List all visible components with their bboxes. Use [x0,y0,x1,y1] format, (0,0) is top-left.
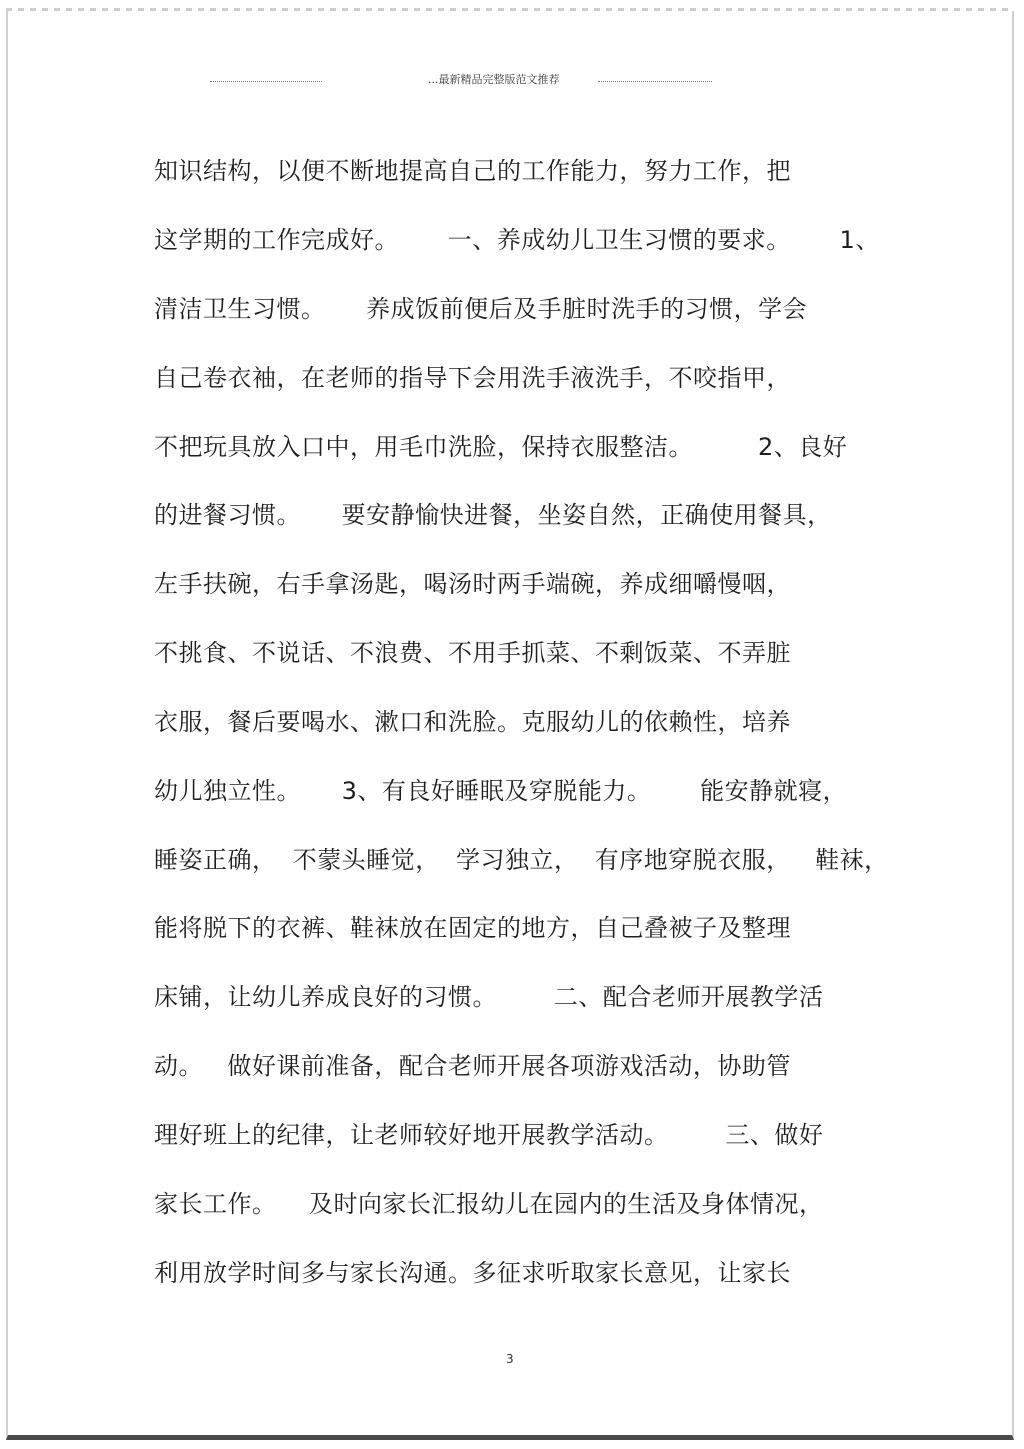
body-line: 这学期的工作完成好。 一、养成幼儿卫生习惯的要求。 1、 [154,226,880,254]
body-line: 睡姿正确， 不蒙头睡觉， 学习独立， 有序地穿脱衣服， 鞋袜， [154,846,889,874]
body-line: 自己卷衣袖，在老师的指导下会用洗手液洗手，不咬指甲， [154,364,791,392]
body-line: 理好班上的纪律，让老师较好地开展教学活动。 三、做好 [154,1121,824,1149]
body-line: 动。 做好课前准备，配合老师开展各项游戏活动，协助管 [154,1052,791,1080]
body-line: 知识结构，以便不断地提高自己的工作能力，努力工作，把 [154,157,791,185]
body-line: 利用放学时间多与家长沟通。多征求听取家长意见，让家长 [154,1259,791,1287]
body-line: 床铺，让幼儿养成良好的习惯。 二、配合老师开展教学活 [154,983,824,1011]
page-header: ...最新精品完整版范文推荐 [428,73,560,86]
page-number: 3 [506,1352,514,1366]
body-line: 不挑食、不说话、不浪费、不用手抓菜、不剩饭菜、不弄脏 [154,639,791,667]
body-line: 衣服，餐后要喝水、漱口和洗脸。克服幼儿的依赖性，培养 [154,708,791,736]
body-line: 能将脱下的衣裤、鞋袜放在固定的地方，自己叠被子及整理 [154,914,791,942]
header-rule-right [598,81,712,82]
body-line: 不把玩具放入口中，用毛巾洗脸，保持衣服整洁。 2、良好 [154,433,848,461]
body-line: 左手扶碗，右手拿汤匙，喝汤时两手端碗，养成细嚼慢咽， [154,570,791,598]
header-rule-left [210,81,322,82]
body-line: 的进餐习惯。 要安静愉快进餐，坐姿自然，正确使用餐具， [154,501,832,529]
body-line: 幼儿独立性。 3、有良好睡眠及穿脱能力。 能安静就寝， [154,777,848,805]
body-line: 清洁卫生习惯。 养成饭前便后及手脏时洗手的习惯，学会 [154,295,808,323]
page-top-edge [6,8,1014,11]
body-line: 家长工作。 及时向家长汇报幼儿在园内的生活及身体情况， [154,1190,824,1218]
